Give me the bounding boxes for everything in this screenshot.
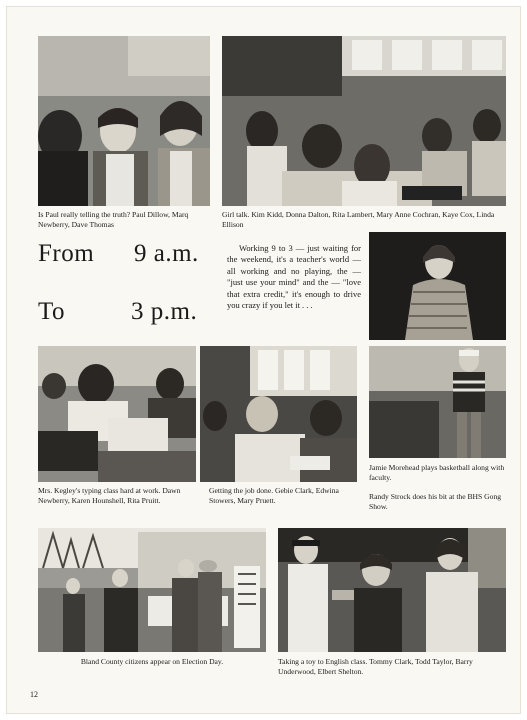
body-text: Working 9 to 3 — just waiting for the weekend, it's a teacher's world — all working and no playing, the — "just use your mind" and the — "love that extra credit," it's enough to drive you crazy if you let it . . . (227, 243, 361, 311)
photo-job-done (200, 346, 357, 482)
photo-three-boys (38, 36, 210, 206)
caption-girl-talk: Girl talk. Kim Kidd, Donna Dalton, Rita Lambert, Mary Anne Cochran, Kaye Cox, Linda Ellison (222, 210, 495, 229)
caption-typing: Mrs. Kegley's typing class hard at work. Dawn Newberry, Karen Hounshell, Rita Pruitt. (38, 486, 181, 505)
caption-job-done: Getting the job done. Gebie Clark, Edwina Stowers, Mary Pruett. (209, 486, 339, 505)
caption-bland-county: Bland County citizens appear on Election Day. (80, 657, 224, 666)
headline-from-word: From (38, 240, 95, 267)
photo-toy-english-class (278, 528, 506, 652)
caption-toy: Taking a toy to English class. Tommy Clark, Todd Taylor, Barry Underwood, Elbert Shelton. (278, 657, 473, 676)
headline-to-time: 3 p.m. (131, 298, 198, 325)
photo-boy-sweater (369, 232, 506, 340)
headline-from-time: 9 a.m. (134, 240, 199, 267)
photo-girl-talk (222, 36, 506, 206)
caption-jamie: Jamie Morehead plays basketball along with faculty. (369, 463, 505, 482)
photo-jamie-basketball (369, 346, 506, 458)
caption-randy: Randy Strock does his bit at the BHS Gong Show. (369, 492, 502, 511)
photo-typing-class (38, 346, 196, 482)
headline-to-word: To (38, 298, 66, 325)
caption-paul: Is Paul really telling the truth? Paul Dillow, Marq Newberry, Dave Thomas (38, 210, 189, 229)
photo-election-day (38, 528, 266, 652)
page-number: 12 (30, 690, 38, 699)
